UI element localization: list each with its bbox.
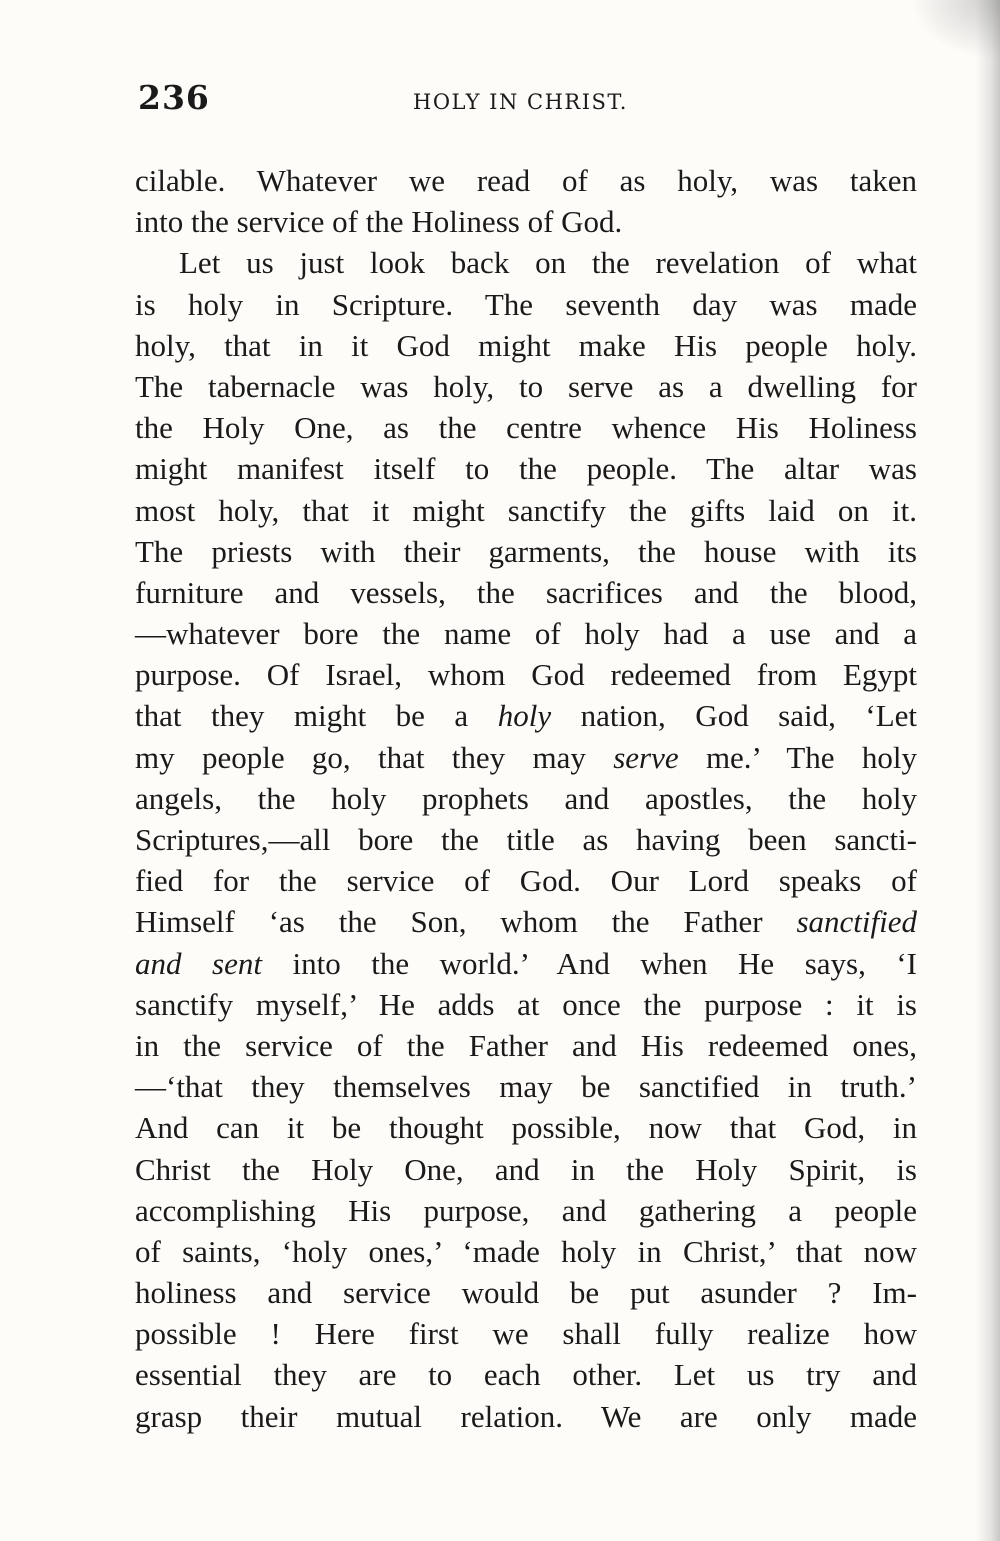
text-line: of saints, ‘holy ones,’ ‘made holy in Christ,’ that now [135, 1233, 917, 1269]
text-segment: nation, God said, ‘Let [551, 698, 917, 734]
text-line: furniture and vessels, the sacrifices and the blood, [135, 574, 917, 610]
text-segment: my people go, that they may [135, 739, 614, 775]
text-segment: that they might be a [135, 698, 498, 734]
text-line: holy, that in it God might make His people holy. [135, 327, 917, 363]
text-line: Christ the Holy One, and in the Holy Spirit, is [135, 1151, 917, 1187]
text-line: —whatever bore the name of holy had a use and a [135, 616, 917, 652]
text-line: accomplishing His purpose, and gathering a people [135, 1192, 917, 1228]
italic-text: holy [497, 698, 552, 734]
italic-text: serve [613, 739, 679, 775]
running-title: HOLY IN CHRIST. [413, 90, 628, 114]
text-line: angels, the holy prophets and apostles, the holy [135, 780, 917, 816]
text-line: grasp their mutual relation. We are only made [135, 1398, 917, 1434]
page-number: 236 [138, 78, 210, 117]
text-line: cilable. Whatever we read of as holy, was taken [135, 163, 917, 198]
text-segment: me.’ The holy [678, 739, 917, 775]
page-edge-shadow [976, 0, 1000, 1541]
text-line: into the service of the Holiness of God. [135, 204, 623, 240]
text-line: Let us just look back on the revelation of what [179, 245, 917, 281]
text-line: essential they are to each other. Let us try and [135, 1357, 917, 1393]
text-line: —‘that they themselves may be sanctified in truth.’ [135, 1069, 917, 1105]
page-header [138, 78, 918, 128]
text-line: in the service of the Father and His redeemed ones, [135, 1027, 917, 1063]
text-line: purpose. Of Israel, whom God redeemed from Egypt [135, 657, 917, 693]
text-line [135, 901, 917, 942]
text-segment: into the world.’ And when He says, ‘I [261, 945, 917, 981]
italic-text: sanctified [796, 904, 917, 940]
body-text [135, 160, 917, 1437]
text-line [135, 943, 917, 984]
text-line: the Holy One, as the centre whence His Holiness [135, 410, 917, 446]
text-line: sanctify myself,’ He adds at once the purpose : it is [135, 986, 917, 1022]
text-line: The tabernacle was holy, to serve as a dwelling for [135, 368, 917, 404]
text-line: fied for the service of God. Our Lord speaks of [135, 863, 917, 899]
text-line: The priests with their garments, the house with its [135, 533, 917, 569]
text-line [135, 737, 917, 778]
text-line: Scriptures,—all bore the title as having been sancti- [135, 822, 917, 857]
text-line: holiness and service would be put asunder ? Im- [135, 1275, 917, 1311]
page-corner-shadow [910, 0, 1000, 60]
text-line: is holy in Scripture. The seventh day was made [135, 286, 917, 322]
text-line: And can it be thought possible, now that God, in [135, 1110, 917, 1146]
text-line: most holy, that it might sanctify the gifts laid on it. [135, 492, 917, 528]
text-line: possible ! Here first we shall fully realize how [135, 1316, 917, 1352]
italic-text: and sent [135, 945, 262, 981]
text-line [135, 695, 917, 736]
text-segment: Himself ‘as the Son, whom the Father [135, 904, 797, 940]
text-line: might manifest itself to the people. The altar was [135, 451, 917, 487]
